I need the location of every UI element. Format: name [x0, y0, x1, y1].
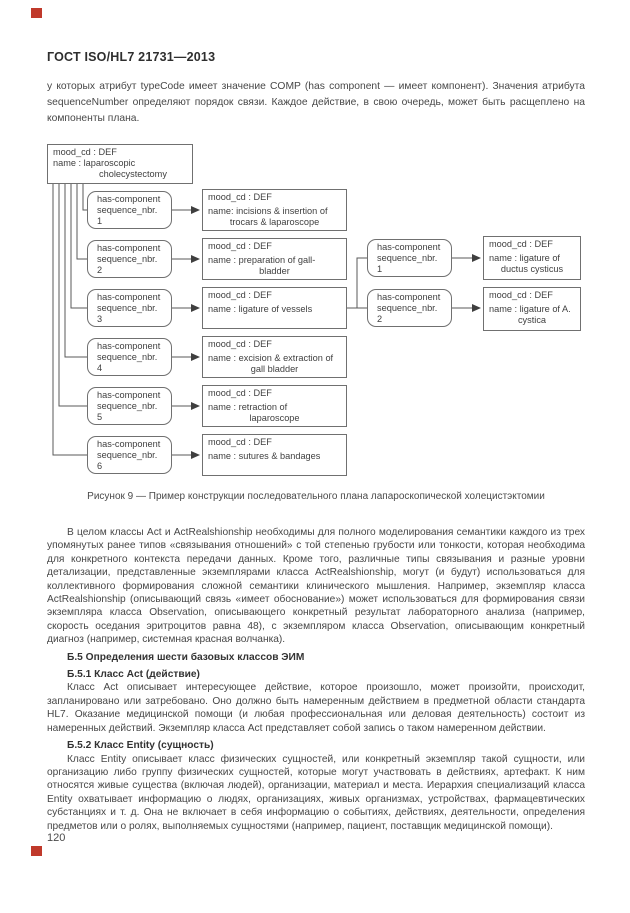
- relationship-type: has-component: [97, 292, 161, 302]
- act-name: name : excision & extraction of: [208, 353, 334, 363]
- relationship-type: has-component: [97, 194, 161, 204]
- red-marker-top: [31, 8, 42, 18]
- act-box: [202, 189, 347, 231]
- act-name: name: incisions & insertion of: [208, 206, 328, 216]
- body-paragraph: Класс Entity описывает класс физических сущностей, или конкретный экземпляр такой сущности, или организацию либо группу физических сущностей, которые могут участвовать в действиях, артефакт. К ним относятся живые существа (включая людей), организации, материал и места. Иерархия специализаций класса Entity охватывает информацию о людях, организациях, живых организмах, устройствах, фармацевтических субстанциях и т. д. Она не включает в себя информацию о событиях, действиях, деятельности, определения предметов или о ролях, выполняемых сущностями (например, пациент, поставщик медицинской помощи).: [47, 753, 585, 832]
- act-box: [202, 287, 347, 329]
- act-name-continued: cystica: [517, 315, 547, 325]
- act-name-continued: ductus cysticus: [500, 264, 564, 274]
- relationship-type: has-component: [97, 390, 161, 400]
- relationship-box: [87, 436, 172, 474]
- act-box: [202, 385, 347, 427]
- relationship-type: has-component: [377, 292, 441, 302]
- act-name: name : preparation of gall-: [208, 255, 316, 265]
- mood-code: mood_cd : DEF: [208, 388, 272, 398]
- relationship-sequence: sequence_nbr. 1: [97, 205, 158, 226]
- relationship-sequence: sequence_nbr. 4: [97, 352, 158, 373]
- act-name: name : ligature of vessels: [208, 304, 313, 314]
- relationship-type: has-component: [97, 243, 161, 253]
- relationship-box: [87, 338, 172, 376]
- body-text: [47, 526, 585, 833]
- mood-code: mood_cd : DEF: [208, 339, 272, 349]
- plan-name: name : laparoscopic: [53, 158, 136, 168]
- act-name: name : ligature of: [489, 253, 560, 263]
- page-number: 120: [47, 832, 66, 844]
- relationship-box: [367, 239, 452, 277]
- intro-paragraph: у которых атрибут typeCode имеет значение COMP (has component — имеет компонент). Значения атрибута sequenceNumber определяют порядок связи. Каждое действие, в свою очередь, может быть расщеплено на компоненты плана.: [47, 81, 585, 124]
- act-name-continued: gall bladder: [250, 364, 299, 374]
- act-box: [483, 287, 581, 331]
- relationship-sequence: sequence_nbr. 6: [97, 450, 158, 471]
- relationship-box: [87, 387, 172, 425]
- figure-diagram: [47, 143, 585, 483]
- relationship-box: [367, 289, 452, 327]
- red-marker-bottom: [31, 846, 42, 856]
- relationship-sequence: sequence_nbr. 5: [97, 401, 158, 422]
- act-name: name : sutures & bandages: [208, 451, 321, 461]
- mood-code: mood_cd : DEF: [489, 239, 553, 249]
- relationship-sequence: sequence_nbr. 2: [97, 254, 158, 275]
- body-paragraph: Класс Act описывает интересующее действие, которое произошло, может произойти, происходит, запланировано или затребовано. Оно должно быть намеренным действием в предметной области стандарта HL7. Оказание медицинской помощи (и любая профессиональная или деловая деятельность) состоит из намеренных действий. Экземпляр класса Act представляет собой запись о таком намеренном действии.: [47, 682, 585, 734]
- act-name: name : ligature of A.: [489, 304, 571, 314]
- relationship-type: has-component: [377, 242, 441, 252]
- relationship-sequence: sequence_nbr. 1: [377, 253, 438, 274]
- relationship-type: has-component: [97, 341, 161, 351]
- body-paragraph: В целом классы Act и ActRealshionship необходимы для полного моделирования семантики каждого из трех упомянутых ранее типов «связывания отношений» с той степенью грубости или тонкости, которая необходима для конкретного контекста передачи данных. Кроме того, различные типы связывания и разные уровни детализации, представленные экземплярами класса ActRealshionship, могут (и будут) использоваться для коллективного формирования сложной семантики клинического мышления. Например, экземпляр класса ActRealshionship (описывающий связь «имеет обоснование») может использоваться для формирования связи экземпляра класса Observation, описывающего конкретный результат лабораторного анализа (например, скорость оседания эритроцитов равна 48), с экземпляром класса Observation, описывающим конкретный диагноз (например, системная красная волчанка).: [47, 527, 585, 646]
- act-name-continued: laparoscope: [249, 413, 300, 423]
- mood-code: mood_cd : DEF: [208, 290, 272, 300]
- figure-caption: Рисунок 9 — Пример конструкции последовательного плана лапароскопической холецистэктомии: [87, 491, 545, 502]
- act-box: [483, 236, 581, 280]
- relationship-sequence: sequence_nbr. 3: [97, 303, 158, 324]
- relationship-sequence: sequence_nbr. 2: [377, 303, 438, 324]
- section-heading: Б.5 Определения шести базовых классов ЭИМ: [67, 651, 305, 663]
- mood-code: mood_cd : DEF: [208, 437, 272, 447]
- plan-root-box: [47, 144, 193, 184]
- mood-code: mood_cd : DEF: [489, 290, 553, 300]
- page-header-title: ГОСТ ISO/HL7 21731—2013: [47, 50, 216, 64]
- section-heading: Б.5.2 Класс Entity (сущность): [67, 740, 214, 752]
- act-box: [202, 238, 347, 280]
- act-name: name : retraction of: [208, 402, 288, 412]
- act-box: [202, 336, 347, 378]
- relationship-box: [87, 191, 172, 229]
- plan-name-continued: cholecystectomy: [99, 169, 167, 179]
- mood-code: mood_cd : DEF: [208, 241, 272, 251]
- act-name-continued: trocars & laparoscope: [229, 217, 320, 227]
- mood-code: mood_cd : DEF: [208, 192, 272, 202]
- section-heading: Б.5.1 Класс Act (действие): [67, 669, 200, 681]
- act-box: [202, 434, 347, 476]
- relationship-type: has-component: [97, 439, 161, 449]
- mood-code: mood_cd : DEF: [53, 147, 117, 157]
- act-name-continued: bladder: [259, 266, 290, 276]
- relationship-box: [87, 240, 172, 278]
- relationship-box: [87, 289, 172, 327]
